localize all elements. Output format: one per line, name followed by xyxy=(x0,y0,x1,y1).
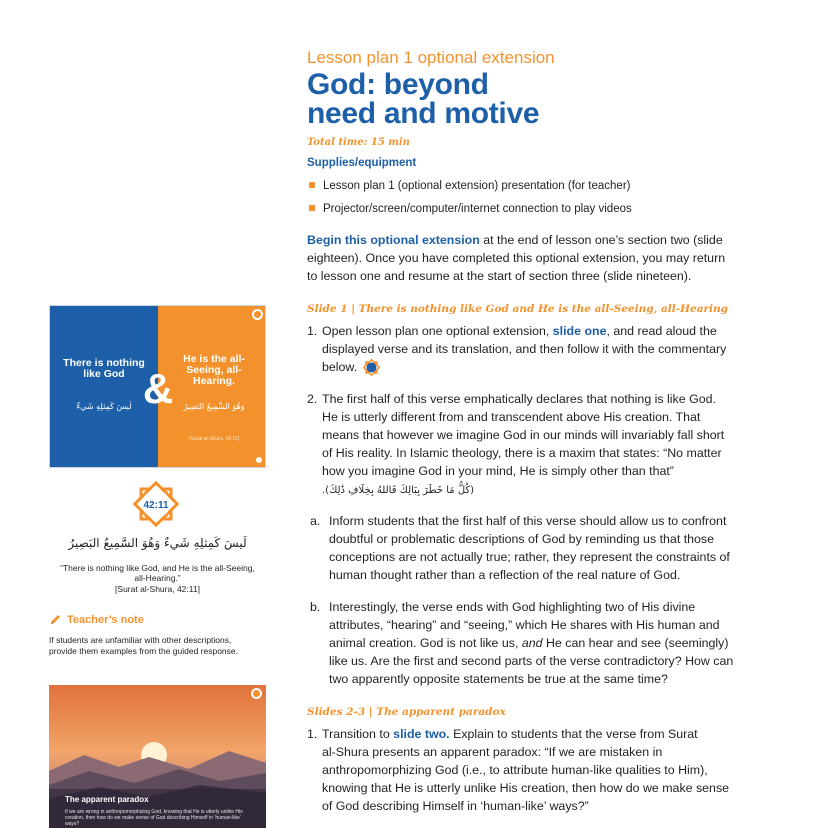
teachers-note-title: Teacher’s note xyxy=(67,613,144,626)
verse-reference-number: 42:11 xyxy=(143,500,169,511)
brand-logo-icon xyxy=(252,309,263,320)
supplies-item: Projector/screen/computer/internet connection to play videos xyxy=(307,203,632,215)
slides-two-three-heading: Slides 2-3 | The apparent paradox xyxy=(307,706,506,718)
page-title-line-2: need and motive xyxy=(307,97,540,130)
ampersand-glyph: & xyxy=(142,365,174,412)
slide-one-step-2: The first half of this verse emphatically declares that nothing is like God. He is utterly different from and transcendent above His creation. That means that however we imagine God in our minds will invariably fall short of His reality. In Islamic theology, there is a maxim that states: “No matter how you imagine God in your mind, He is simply other than that” (كُلُّ مَا خَطَرَ بِبَالِكَ فَاللهُ بِخِلَافِ ذَٰلِكَ). xyxy=(322,392,725,496)
bullet-icon xyxy=(309,182,315,188)
step-number: 2. xyxy=(307,392,318,406)
slides-two-three-step-1: Transition to slide two. Explain to students that the verse from Surat al-Shura presents an apparent paradox: “If we are mistaken in anthropomorphizing God (i.e., to attribute human-like qualities to Him), knowing that He is utterly unlike His creation, then how do we make sense of God describing Himself in ‘human-like’ ways?” xyxy=(322,727,730,813)
lesson-kicker: Lesson plan 1 optional extension xyxy=(307,48,555,67)
slide-one-reference: [Surat al-Shura, 42:11] xyxy=(189,436,239,442)
teachers-note-body: If students are unfamiliar with other descriptions, provide them examples from the guided response. xyxy=(49,635,238,656)
sub-step-b: Interestingly, the verse ends with God highlighting two of His divine attributes, “hearing” and “seeing,” which He shares with His human and animal creation. God is not like us, and He can hear and see (seemingly) like us. Are the first and second parts of the verse contradictory? How can two apparently opposite statements be true at the same time? xyxy=(329,600,734,686)
verse-source: [Surat al-Shura, 42:11] xyxy=(115,584,200,594)
verse-arabic: لَيسَ كَمِثلِهِ شَيءٌ وَهُوَ السَّمِيعُ البَصِيرُ xyxy=(68,536,247,550)
verse-reference-icon xyxy=(363,359,380,376)
supplies-item: Lesson plan 1 (optional extension) presentation (for teacher) xyxy=(307,180,631,192)
slide-two-title: The apparent paradox xyxy=(65,795,149,804)
total-time: Total time: 15 min xyxy=(307,137,410,148)
slide-one-step-1: Open lesson plan one optional extension, slide one, and read aloud the displayed verse and its translation, and then follow it with the commentary below. xyxy=(322,322,812,376)
bullet-icon xyxy=(309,205,315,211)
slide-one-left-arabic: لَيسَ كَمِثلِهِ شَيءٌ xyxy=(76,402,132,411)
step-number: 1. xyxy=(307,727,318,741)
octagram-badge-icon xyxy=(133,481,179,527)
teachers-note-heading xyxy=(49,613,144,626)
slide-one-right-arabic: وَهُوَ السَّمِيعُ البَصِيرُ xyxy=(183,402,245,411)
slide-two-thumbnail xyxy=(49,685,266,828)
page-title-line-1: God: beyond xyxy=(307,68,489,101)
arabic-maxim: (كُلُّ مَا خَطَرَ بِبَالِكَ فَاللهُ بِخِلَافِ ذَٰلِكَ). xyxy=(322,485,475,496)
sub-step-letter: b. xyxy=(310,600,321,614)
pencil-icon xyxy=(49,613,62,626)
slide-one-right-text: He is the all-Seeing, all-Hearing. xyxy=(183,353,245,387)
slide-one-heading: Slide 1 | There is nothing like God and He is the all-Seeing, all-Hearing xyxy=(307,303,728,315)
intro-highlight: Begin this optional extension xyxy=(307,233,480,247)
page-title xyxy=(307,70,539,128)
sunset-landscape-image xyxy=(49,685,266,828)
slide-two-link: slide two. xyxy=(393,727,450,741)
brand-logo-icon xyxy=(251,688,262,699)
intro-paragraph: Begin this optional extension at the end of lesson one’s section two (slide eighteen). Once you have completed this optional extension, you may return to lesson one and resume at the start of section three (slide nineteen). xyxy=(307,233,726,283)
slide-one-thumbnail xyxy=(49,305,266,468)
sub-step-a: Inform students that the first half of this verse should allow us to confront doubtful or problematic descriptions of God by reminding us that those conceptions are not actually true; rather, they represent the constraints of human thought rather than a reflection of the real nature of God. xyxy=(329,514,730,582)
slide-two-body: If we are wrong in anthropomorphizing God, knowing that He is utterly unlike His creation, then how do we make sense of God describing Himself in ‘human-like’ ways? xyxy=(65,809,243,827)
slide-dot-icon xyxy=(256,457,262,463)
sub-step-letter: a. xyxy=(310,514,321,528)
slide-one-left-text: There is nothing like God xyxy=(63,357,145,380)
step-number: 1. xyxy=(307,324,318,338)
slide-one-link: slide one xyxy=(552,324,607,338)
verse-reference-badge xyxy=(133,481,179,527)
supplies-heading: Supplies/equipment xyxy=(307,157,417,169)
verse-translation: “There is nothing like God, and He is the all-Seeing, all-Hearing.” xyxy=(60,563,255,583)
